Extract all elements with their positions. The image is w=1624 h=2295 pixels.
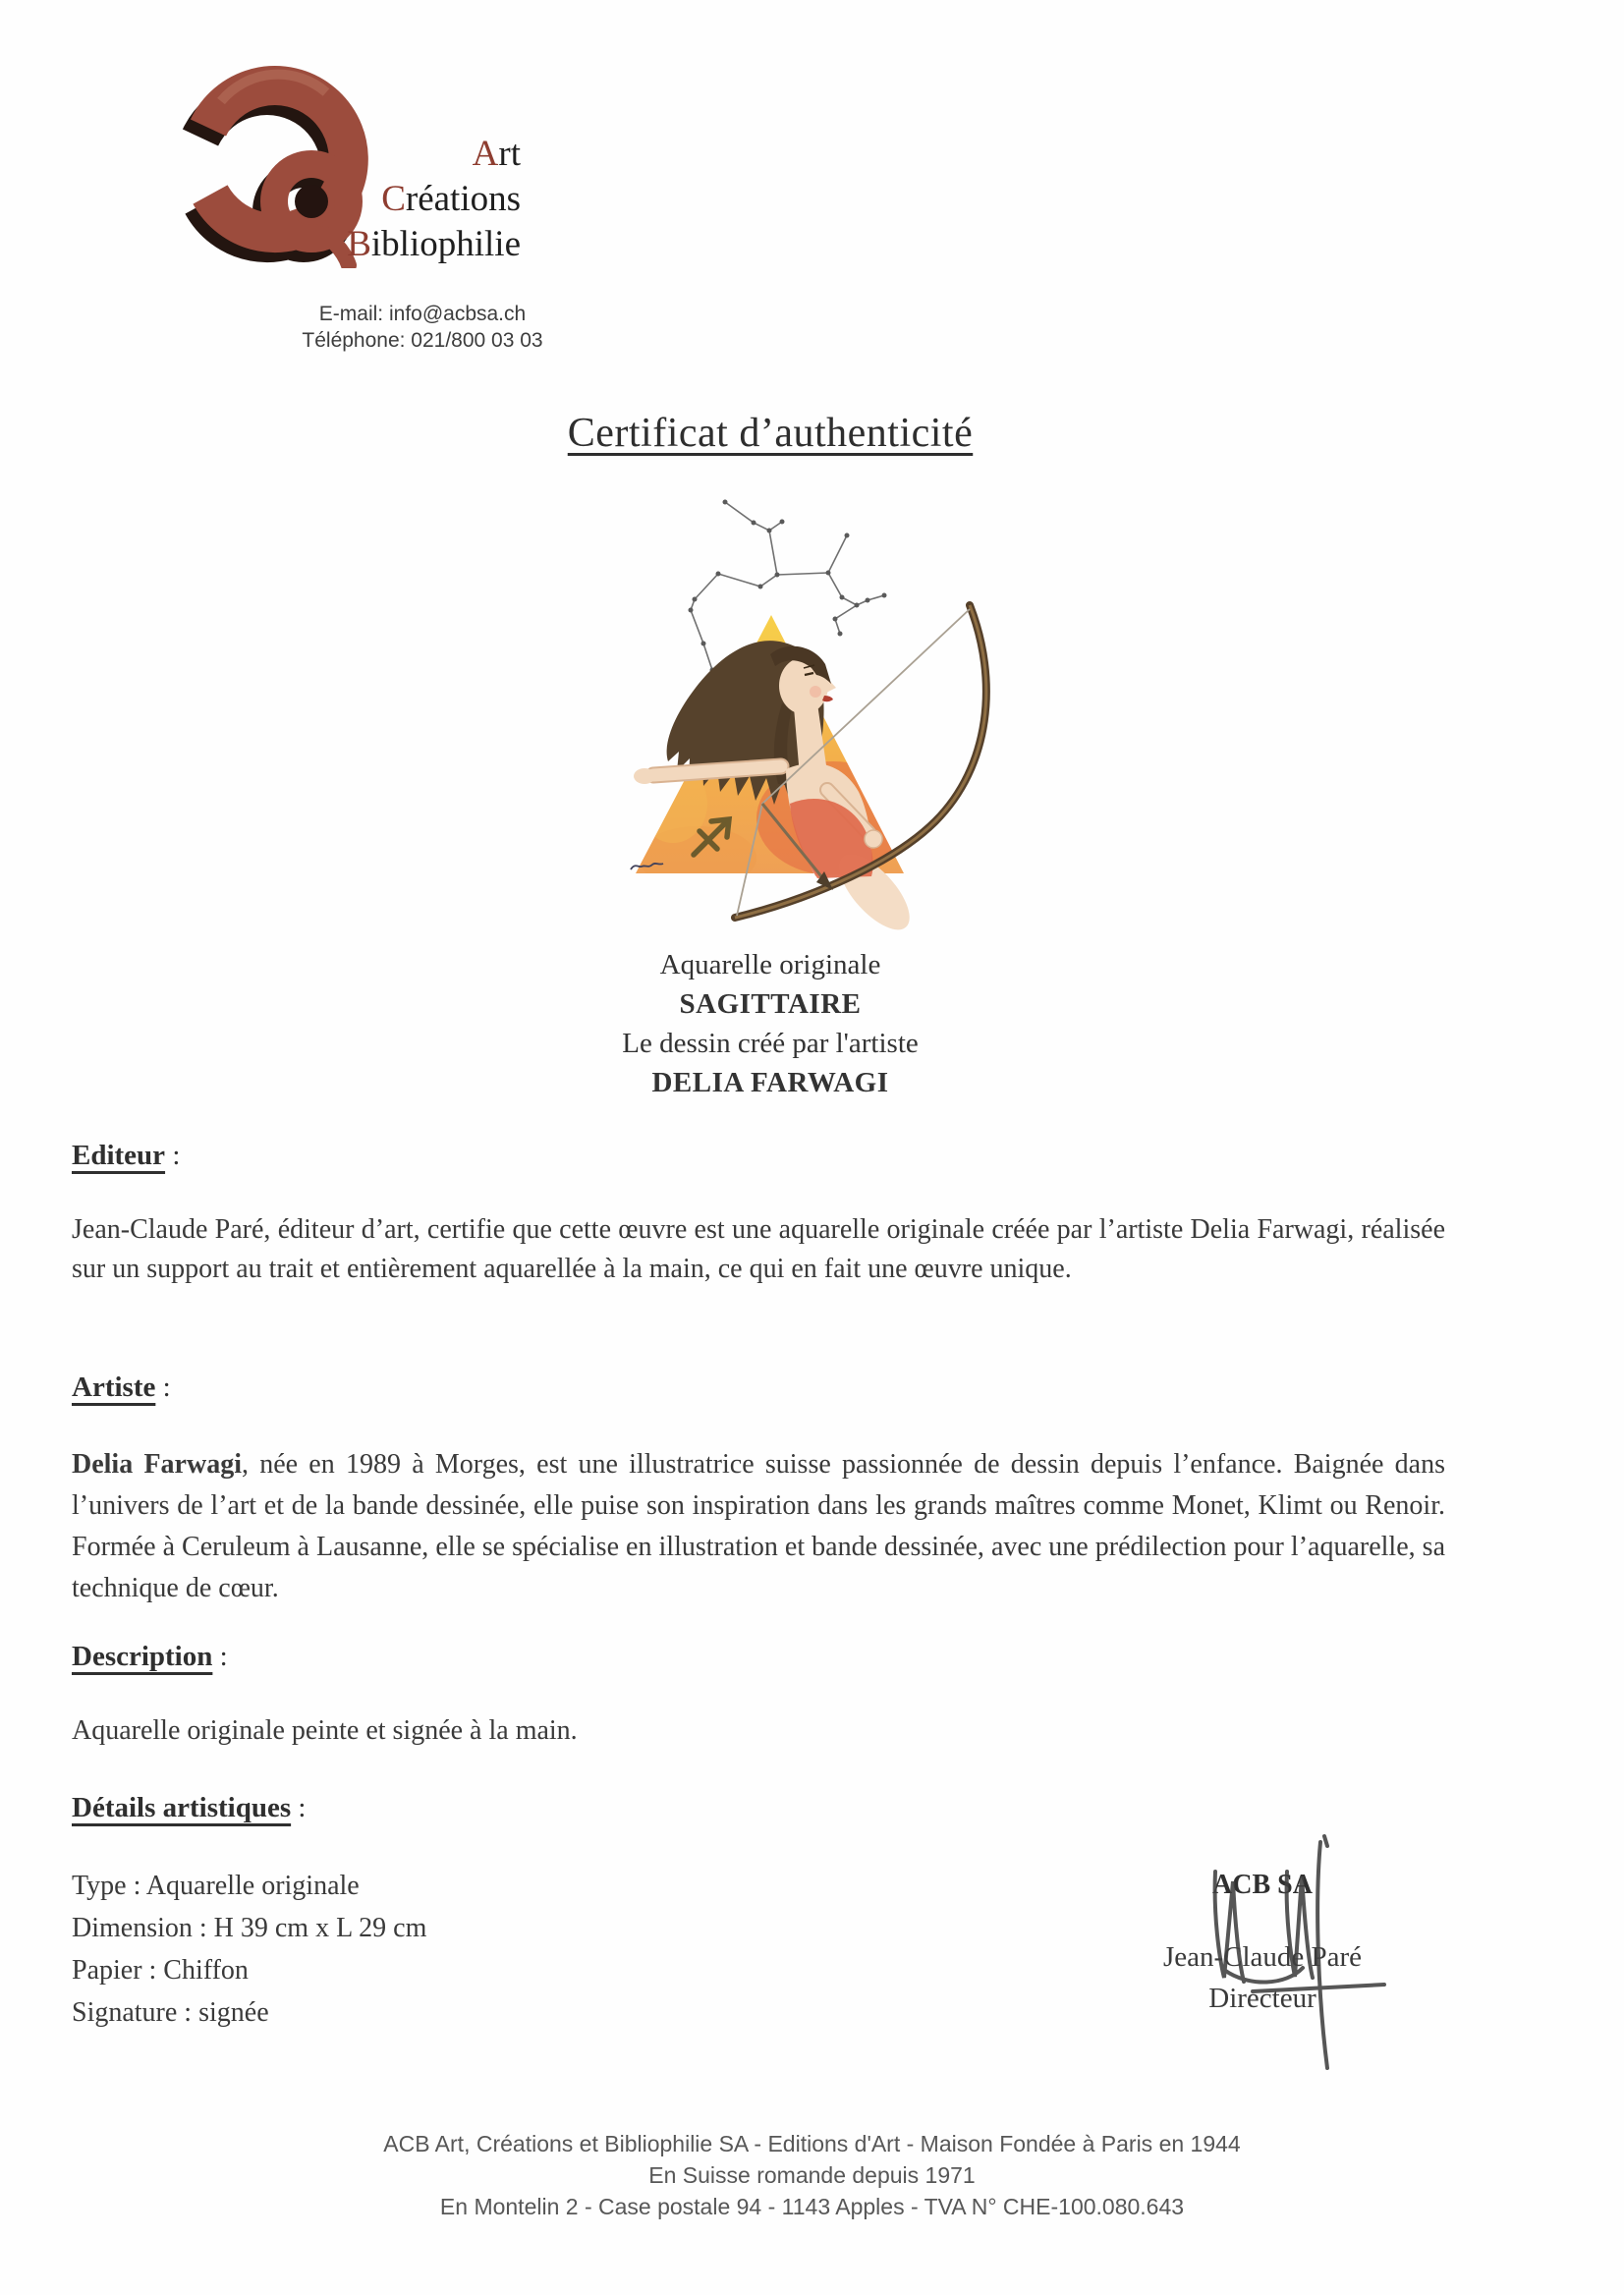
contact-email: E-mail: info@acbsa.ch: [318, 303, 527, 325]
footer: [0, 2128, 1624, 2222]
detail-signature: Signature : signée: [72, 1997, 269, 2028]
detail-dimension: Dimension : H 39 cm x L 29 cm: [72, 1913, 427, 1943]
footer-address-line: En Montelin 2 - Case postale 94 - 1143 Apples - TVA N° CHE-100.080.643: [439, 2194, 1185, 2219]
sagittarius-artwork: [580, 479, 1083, 941]
artist-name-lead: Delia Farwagi: [72, 1449, 242, 1480]
caption-artwork-name: SAGITTAIRE: [679, 988, 862, 1020]
logo-line-art: Art: [472, 134, 521, 174]
logo-wordmark: [226, 132, 521, 267]
caption-type: Aquarelle originale: [659, 949, 881, 980]
logo-line-creations: Créations: [381, 179, 521, 219]
caption-created-by: Le dessin créé par l'artiste: [622, 1028, 919, 1059]
figure-hand: [865, 830, 882, 848]
handwritten-signature: [1105, 1822, 1400, 2088]
artwork-caption: [0, 945, 1540, 1102]
paragraph-description: Aquarelle originale peinte et signée à la main.: [72, 1715, 578, 1746]
contact-block: [275, 301, 570, 354]
heading-details: Détails artistiques :: [72, 1792, 307, 1823]
signature-role: Directeur: [1208, 1983, 1316, 2014]
paragraph-artiste: Delia Farwagi, née en 1989 à Morges, est une illustratrice suisse passionnée de dessin depuis l’enfance. Baignée dans l’univers de l’art et de la bande dessinée, elle puise son inspiration dans les grands maîtres comme Monet, Klimt ou Renoir. Formée à Ceruleum à Lausanne, elle se spécialise en illustration et bande dessinée, avec une prédilection pour l’aquarelle, sa technique de cœur.: [72, 1449, 1445, 1603]
title-wrap: [0, 410, 1540, 457]
signature-name: Jean-Claude Paré: [1162, 1941, 1363, 1973]
detail-type: Type : Aquarelle originale: [72, 1871, 360, 1901]
heading-editeur: Editeur :: [72, 1140, 181, 1171]
signature-company: ACB SA: [1212, 1870, 1313, 1900]
page-title: Certificat d’authenticité: [567, 411, 974, 456]
footer-company-line: ACB Art, Créations et Bibliophilie SA - Editions d'Art - Maison Fondée à Paris en 1944: [383, 2131, 1241, 2156]
caption-artist-name: DELIA FARWAGI: [651, 1067, 889, 1098]
figure-lips: [822, 696, 833, 701]
detail-paper: Papier : Chiffon: [72, 1955, 249, 1986]
logo-line-bibliophilie: Bibliophilie: [347, 224, 521, 264]
heading-artiste: Artiste :: [72, 1371, 171, 1403]
footer-since-line: En Suisse romande depuis 1971: [648, 2162, 976, 2188]
details-list: [72, 1865, 858, 2034]
heading-description: Description :: [72, 1641, 228, 1672]
contact-phone: Téléphone: 021/800 03 03: [302, 329, 543, 352]
paragraph-editeur: Jean-Claude Paré, éditeur d’art, certifie que cette œuvre est une aquarelle originale créée par l’artiste Delia Farwagi, réalisée sur un support au trait et entièrement aquarellée à la main, ce qui en fait une œuvre unique.: [72, 1214, 1445, 1284]
